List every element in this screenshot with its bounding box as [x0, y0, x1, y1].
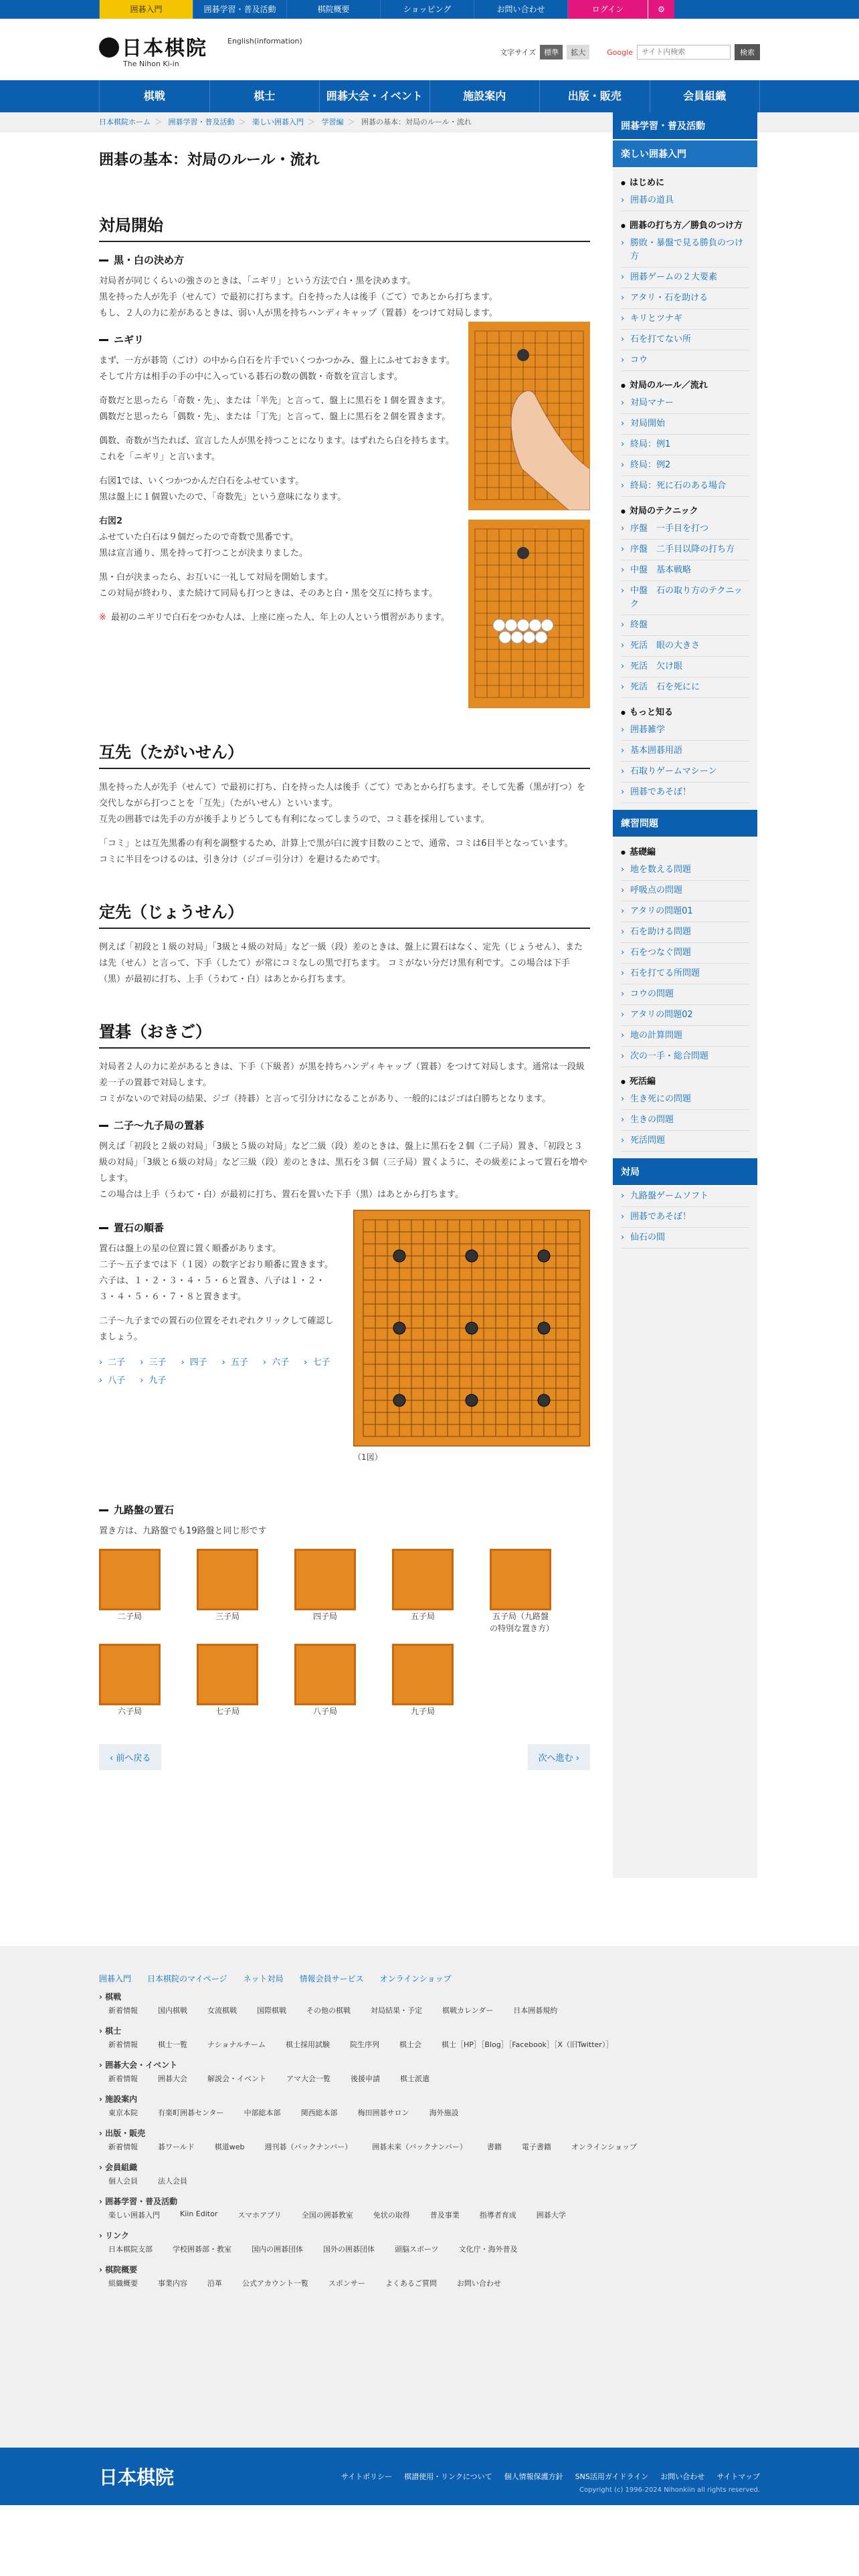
- footer-section: [99, 2195, 760, 2220]
- footer-link[interactable]: 頭脳スポーツ: [395, 2245, 439, 2254]
- sidebar-item[interactable]: › 仙石の間: [621, 1228, 749, 1249]
- footer-section: [99, 2093, 760, 2118]
- gnav-facilities[interactable]: 施設案内: [430, 80, 540, 112]
- link-5stones[interactable]: › 五子: [222, 1355, 248, 1368]
- footer-link[interactable]: 碁ワールド: [158, 2143, 195, 2151]
- footer-logo[interactable]: 日本棋院: [99, 2466, 175, 2488]
- sidebar-item[interactable]: › 勝敗・暴盤で見る勝負のつけ方: [621, 233, 749, 267]
- footer-link[interactable]: 楽しい囲碁入門: [108, 2211, 160, 2220]
- footer-bottom-link[interactable]: お問い合わせ: [660, 2472, 705, 2481]
- link-7stones[interactable]: › 七子: [304, 1355, 330, 1368]
- footer-section: [99, 2025, 760, 2050]
- footer-link[interactable]: 普及事業: [430, 2211, 460, 2220]
- footer-link[interactable]: 棋士［HP］［Blog］［Facebook］［X（旧Twitter）］: [442, 2040, 613, 2049]
- footer-link[interactable]: 中部総本部: [244, 2109, 281, 2117]
- section-tagaisen: 互先（たがいせん）: [99, 739, 590, 769]
- footer-link[interactable]: 国際棋戦: [257, 2006, 286, 2015]
- site-logo[interactable]: 日本棋院 The Nihon Ki-in: [99, 31, 207, 68]
- footer-bottom-link[interactable]: サイトポリシー: [341, 2472, 393, 2481]
- copyright: Copyright (c) 1996-2024 Nihonkiin all rights reserved.: [579, 2486, 760, 2494]
- topbar-contact[interactable]: お問い合わせ: [474, 0, 567, 19]
- footer-link[interactable]: 棋士派遣: [400, 2074, 430, 2083]
- sidebar-item[interactable]: › 終局：死に石のある場合: [621, 476, 749, 497]
- footer-link[interactable]: オンラインショップ: [571, 2143, 638, 2151]
- footer-link[interactable]: 関西総本部: [300, 2109, 338, 2117]
- font-large-button[interactable]: 拡大: [567, 45, 589, 60]
- site-footer: [0, 1946, 859, 2448]
- sidebar-item[interactable]: › 九路盤ゲームソフト: [621, 1186, 749, 1207]
- figure-caption: （1図）: [353, 1453, 383, 1462]
- sidebar-item[interactable]: › 死活問題: [621, 1131, 749, 1152]
- footer-link[interactable]: 囲碁大学: [536, 2211, 566, 2220]
- footer-bottom-link[interactable]: サイトマップ: [717, 2472, 760, 2481]
- main-content: 囲碁の基本：対局のルール・流れ 対局開始 黒・白の決め方 対局者が同じくらいの強さのときは、「ニギリ」という方法で白・黒を決めます。 黒を持った人が先手（せんて）で最初に打ちます。白を持った人は後手（ごて）であとから打ちます。 もし、２人の力に差があるときは、弱い人が黒を持ちハンディキャップ（置碁）をつけて対局します。 ニギリ まず、一方が碁笥（ごけ）の中から白石を片手でいくつかつかみ、盤上にふせておきます。 そして片方は相手の手の中に入っている碁石の数の偶数・奇数を宣言します。 奇数だと思ったら「奇数・先」、または「半先」と言って、盤上に黒石を１個を置きます。 偶数だと思ったら「偶数・先」、または「丁先」と言って、盤上に黒石を２個を置きます。 偶数、奇数が当たれば、宣言した人が黒を持つことになります。はずれたら白を持ちます。 これを「ニギリ」と言います。 右図1では、いくつかつかんだ白石をふせています。 黒は盤上に１個置いたので、「奇数先」という意味になります。 右図2 ふせていた白石は９個だったので奇数で黒番です。 黒は宣言通り、黒を持って打つことが決まりました。 黒・白が決まったら、お互いに一礼して対局を開始します。 この対局が終わり、また続けて同局も打つときは、そのあと白・黒を交互に持ちます。 ※ 最初のニギリで白石をつかむ人は、上座に座った人、年上の人という慣習があります。 互先（たがいせん） 黒を持った人が先手（せんて）で最初に打ち、白を持った人は後手（ごて）であとから打ちます。そして先番（黒が打つ）を交代しながら打つことを「互先」（たがいせん）といいます。 互先の囲碁では先手の方が後手よりどうしても有利になってしまうので、コミ碁を採用しています。 「コミ」とは互先黒番の有利を調整するため、計算上で黒が白に渡す目数のことで、通常、コミは6目半となっています。 コミに半目をつけるのは、引き分け（ジゴ＝引分け）を避けるためです。 定先（じょうせん） 例えば「初段と１級の対局」「3級と４級の対局」など一級（段）差のときは、盤上に置石はなく、定先（じょうせん）、または先（せん）と言って、下手（したて）が常にコミなしの黒で打ちます。 コミがない分だけ黒有利です。この場合は下手（黒）が最初に打ち、上手（うわて・白）はあとから打ちます。 置碁（おきご） 対局者２人の力に差があるときは、下手（下級者）が黒を持ちハンディキャップ（置碁）をつけて対局します。通常は一段級差一子の置碁で対局します。 コミがないので対局の結果、ジゴ（持碁）と言って引分けになることがあり、一般的にはジゴは白勝ちとなります。 二子〜九子局の置碁 例えば「初段と２級の対局」「3級と５級の対局」など二級（段）差のときは、盤上に黒石を２個（二子局）置き、「初段と３級の対局」「3級と６級の対局」など三級（段）差のときは、黒石を３個（三子局）置くように、その級差によって置石を増やします。 この場合は上手（うわて・白）が最初に打ち、置石を置いた下手（黒）はあとから打ちます。 置石の順番 置石は盤上の星の位置に置く順番があります。 二子〜五子までは下（１図）の数字どおり順番に置きます。 六子は、１・２・３・４・５・６と置き、八子は１・２・３・４・５・６・７・８と置きます。 二子〜九子までの置石の位置をそれぞれクリックして確認しましょう。 › 二子 › 三子 › 四子 › 五子 › 六子 › 七子 › 八子 › 九子 （1図） 九路盤の置石 置き方は、九路盤でも19路盤と同じ形です 二子局 三子局 四子局 五子局 五子局（九路盤の特別な置き方） 六子局 七子局 八子局 九子局 ‹ 前へ戻る 次へ進む ›: [99, 132, 590, 1878]
- nine-board-9[interactable]: 九子局: [392, 1644, 454, 1717]
- page-title: 囲碁の基本：対局のルール・流れ: [99, 152, 320, 169]
- sidebar-item[interactable]: › 中盤 基本戦略: [621, 560, 749, 581]
- footer-link[interactable]: 法人会員: [158, 2177, 187, 2185]
- subhead-nigiri: ニギリ: [99, 332, 455, 346]
- footer-link[interactable]: 新着情報: [108, 2040, 138, 2049]
- handicap-links: [99, 1355, 340, 1386]
- section-okigo: 置碁（おきご）: [99, 1018, 590, 1049]
- english-link[interactable]: English(information): [227, 36, 302, 45]
- sidebar: 囲碁学習・普及活動 楽しい囲碁入門 ● はじめに › 囲碁の道具 ● 囲碁の打ち方／勝負のつけ方 › 勝敗・暴盤で見る勝負のつけ方 › 囲碁ゲームの２大要素 › アタリ・石を助ける › キリとツナギ › 石を打てない所 › コウ ● 対局のルール／流れ › 対局マナー › 対局開始 › 終局：例1 › 終局：例2 › 終局：死に石のある場合 ● 対局のテクニック › 序盤 一手目を打つ › 序盤 二手目以降の打ち方 › 中盤 基本戦略 › 中盤 石の取り方のテクニック › 終盤 › 死活 眼の大きさ › 死活 欠け眼 › 死活 石を死にに ● もっと知る › 囲碁雑学 › 基本囲碁用語 › 石取りゲームマシーン › 囲碁であそぼ！ 練習問題 ● 基礎編 › 地を数える問題 › 呼吸点の問題 › アタリの問題01 › 石を助ける問題 › 石をつなぐ問題 › 石を打てる所問題 › コウの問題 › アタリの問題02 › 地の計算問題 › 次の一手・総合問題 ● 死活編 › 生き死にの問題 › 生きの問題 › 死活問題 対局 › 九路盤ゲームソフト › 囲碁であそぼ！ › 仙石の間: [613, 112, 757, 1878]
- sidebar-item[interactable]: › キリとツナギ: [621, 309, 749, 330]
- link-6stones[interactable]: › 六子: [263, 1355, 289, 1368]
- footer-link[interactable]: 免状の取得: [373, 2211, 410, 2220]
- footer-link[interactable]: 組織概要: [108, 2279, 138, 2288]
- sidebar-item[interactable]: › コウ: [621, 350, 749, 371]
- sidebar-item[interactable]: › 石取りゲームマシーン: [621, 762, 749, 782]
- link-8stones[interactable]: › 八子: [99, 1373, 125, 1386]
- footer-link[interactable]: スマホアプリ: [237, 2211, 282, 2220]
- footer-link[interactable]: 日本棋院支部: [108, 2245, 153, 2254]
- footer-section-title[interactable]: › 施設案内: [99, 2093, 760, 2105]
- font-size-label: 文字サイズ: [500, 48, 537, 57]
- footer-link[interactable]: 有楽町囲碁センター: [158, 2109, 224, 2117]
- footer-link[interactable]: 沿革: [207, 2279, 222, 2288]
- footer-link[interactable]: 新着情報: [108, 2006, 138, 2015]
- footer-section: [99, 2264, 760, 2288]
- sidebar-item[interactable]: › 地を数える問題: [621, 860, 749, 881]
- sidebar-item[interactable]: › 終盤: [621, 615, 749, 636]
- crumb-intro[interactable]: 楽しい囲碁入門: [252, 118, 304, 126]
- topbar-intro[interactable]: 囲碁入門: [99, 0, 193, 19]
- section-start: 対局開始: [99, 212, 590, 242]
- footer-link[interactable]: 対局結果・予定: [371, 2006, 422, 2015]
- sidebar-item[interactable]: › 死活 欠け眼: [621, 657, 749, 677]
- footer-link[interactable]: ナショナルチーム: [207, 2040, 266, 2049]
- sidebar-item[interactable]: › 囲碁であそぼ！: [621, 782, 749, 803]
- topbar-shopping[interactable]: ショッピング: [380, 0, 474, 19]
- footer-link[interactable]: 棋士採用試験: [286, 2040, 330, 2049]
- crumb-study[interactable]: 学習編: [321, 118, 344, 126]
- footer-link[interactable]: 文化庁・海外普及: [458, 2245, 518, 2254]
- footer-section: [99, 2230, 760, 2254]
- sidebar-item[interactable]: › 呼吸点の問題: [621, 881, 749, 901]
- sidebar-item[interactable]: › 対局マナー: [621, 393, 749, 414]
- link-4stones[interactable]: › 四子: [181, 1355, 207, 1368]
- footer-link[interactable]: スポンサー: [328, 2279, 365, 2288]
- footer-section-title[interactable]: › 出版・販売: [99, 2127, 760, 2139]
- section-josen: 定先（じょうせん）: [99, 899, 590, 929]
- crumb-learning[interactable]: 囲碁学習・普及活動: [168, 118, 235, 126]
- footer-link[interactable]: 後援申請: [351, 2074, 380, 2083]
- subhead-color: 黒・白の決め方: [99, 253, 590, 267]
- footer-link[interactable]: 院生序列: [350, 2040, 380, 2049]
- gnav-kishi[interactable]: 棋士: [209, 80, 320, 112]
- next-button[interactable]: 次へ進む ›: [528, 1744, 590, 1770]
- footer-link[interactable]: 囲碁入門: [99, 1974, 132, 1983]
- footer-link[interactable]: 国外の囲碁団体: [323, 2245, 375, 2254]
- footer-link[interactable]: 国内棋戦: [158, 2006, 187, 2015]
- sidebar-item[interactable]: › アタリの問題01: [621, 901, 749, 922]
- footer-link[interactable]: 個人会員: [108, 2177, 138, 2185]
- footer-bottom-link[interactable]: 棋譜使用・リンクについて: [404, 2472, 492, 2481]
- sidebar-item[interactable]: › 序盤 二手目以降の打ち方: [621, 540, 749, 560]
- footer-bottom-link[interactable]: SNS活用ガイドライン: [575, 2472, 649, 2481]
- nine-board-5-special[interactable]: 五子局（九路盤の特別な置き方）: [490, 1549, 551, 1634]
- sidebar-item[interactable]: › 生き死にの問題: [621, 1089, 749, 1110]
- sidebar-item[interactable]: › 生きの問題: [621, 1110, 749, 1131]
- footer-link[interactable]: 新着情報: [108, 2143, 138, 2151]
- footer-link[interactable]: 棋戦カレンダー: [442, 2006, 494, 2015]
- gnav-events[interactable]: 囲碁大会・イベント: [319, 80, 430, 112]
- footer-section-title[interactable]: › 棋院概要: [99, 2264, 760, 2275]
- footer-link[interactable]: 新着情報: [108, 2074, 138, 2083]
- footer-link[interactable]: 棋士会: [399, 2040, 422, 2049]
- footer-section-title[interactable]: › 囲碁学習・普及活動: [99, 2195, 760, 2207]
- nine-board-3[interactable]: 三子局: [197, 1549, 258, 1634]
- footer-link[interactable]: 東京本院: [108, 2109, 138, 2117]
- sidebar-item[interactable]: › 囲碁の道具: [621, 191, 749, 211]
- sidebar-item[interactable]: › 石をつなぐ問題: [621, 943, 749, 964]
- footer-link[interactable]: 情報会員サービス: [299, 1974, 364, 1983]
- footer-link[interactable]: アマ大会一覧: [286, 2074, 330, 2083]
- footer-link[interactable]: お問い合わせ: [456, 2279, 501, 2288]
- sidebar-item[interactable]: › 対局開始: [621, 414, 749, 435]
- footer-bottom-link[interactable]: 個人情報保護方針: [504, 2472, 563, 2481]
- sidebar-item[interactable]: › 終局：例2: [621, 455, 749, 476]
- logo-mark-icon: [99, 37, 119, 58]
- footer-link[interactable]: ネット対局: [243, 1974, 284, 1983]
- footer-link[interactable]: 女流棋戦: [207, 2006, 237, 2015]
- nine-board-2[interactable]: 二子局: [99, 1549, 161, 1634]
- subhead-9x9: 九路盤の置石: [99, 1503, 590, 1517]
- sidebar-item[interactable]: › 石を助ける問題: [621, 922, 749, 943]
- footer-section: [99, 2059, 760, 2084]
- footer-section: [99, 2161, 760, 2186]
- footer-link[interactable]: 全国の囲碁教室: [301, 2211, 353, 2220]
- sidebar-item[interactable]: › 基本囲碁用語: [621, 741, 749, 762]
- footer-link[interactable]: 公式アカウント一覧: [242, 2279, 308, 2288]
- sidebar-item[interactable]: › 死活 眼の大きさ: [621, 636, 749, 657]
- sidebar-item[interactable]: › 中盤 石の取り方のテクニック: [621, 581, 749, 615]
- sidebar-item[interactable]: › 序盤 一手目を打つ: [621, 519, 749, 540]
- footer-link[interactable]: よくあるご質問: [385, 2279, 437, 2288]
- sidebar-head-practice[interactable]: 練習問題: [613, 810, 757, 838]
- board-19x19-figure: [353, 1210, 590, 1446]
- footer-link[interactable]: 事業内容: [158, 2279, 187, 2288]
- sidebar-head-learning[interactable]: 囲碁学習・普及活動: [613, 112, 757, 140]
- topbar-about[interactable]: 棋院概要: [286, 0, 380, 19]
- sidebar-item[interactable]: › 囲碁ゲームの２大要素: [621, 267, 749, 288]
- sidebar-item[interactable]: › アタリの問題02: [621, 1005, 749, 1026]
- footer-link[interactable]: 海外施設: [429, 2109, 459, 2117]
- footer-section-title[interactable]: › 棋士: [99, 2025, 760, 2036]
- sidebar-item[interactable]: › 石を打てる所問題: [621, 964, 749, 984]
- topbar-login[interactable]: ログイン: [567, 0, 648, 19]
- footer-link[interactable]: 電子書籍: [521, 2143, 551, 2151]
- nine-board-grid: [99, 1549, 590, 1717]
- footer-link[interactable]: 囲碁大会: [158, 2074, 187, 2083]
- footer-section-title[interactable]: › リンク: [99, 2230, 760, 2241]
- prev-button[interactable]: ‹ 前へ戻る: [99, 1744, 161, 1770]
- footer-section: [99, 1991, 760, 2016]
- subhead-handicap: 二子〜九子局の置碁: [99, 1118, 590, 1132]
- sidebar-item[interactable]: › 囲碁であそぼ！: [621, 1207, 749, 1228]
- gnav-kisen[interactable]: 棋戦: [99, 80, 209, 112]
- top-bar: [0, 0, 859, 19]
- search-button[interactable]: 検索: [735, 44, 760, 60]
- nine-board-8[interactable]: 八子局: [294, 1644, 356, 1717]
- gnav-membership[interactable]: 会員組織: [650, 80, 761, 112]
- footer-link[interactable]: 棋道web: [214, 2143, 245, 2151]
- search-input[interactable]: [637, 45, 731, 60]
- sidebar-item[interactable]: › 石を打てない所: [621, 330, 749, 350]
- google-logo: Google: [607, 47, 633, 57]
- footer-link[interactable]: 梅田囲碁サロン: [357, 2109, 409, 2117]
- nine-board-6[interactable]: 六子局: [99, 1644, 161, 1717]
- sidebar-item[interactable]: › コウの問題: [621, 984, 749, 1005]
- global-nav: [0, 80, 859, 112]
- footer-link[interactable]: 囲碁未来（バックナンバー）: [372, 2143, 467, 2151]
- footer-link[interactable]: 解説会・イベント: [207, 2074, 266, 2083]
- sidebar-item[interactable]: › 終局：例1: [621, 435, 749, 455]
- footer-link[interactable]: その他の棋戦: [306, 2006, 351, 2015]
- footer-link[interactable]: オンラインショップ: [379, 1974, 452, 1983]
- link-2stones[interactable]: › 二子: [99, 1355, 125, 1368]
- sidebar-head-play[interactable]: 対局: [613, 1158, 757, 1186]
- crumb-home[interactable]: 日本棋院ホーム: [99, 118, 151, 126]
- footer-section-title[interactable]: › 棋戦: [99, 1991, 760, 2002]
- footer-section-title[interactable]: › 会員組織: [99, 2161, 760, 2173]
- sidebar-item[interactable]: › アタリ・石を助ける: [621, 288, 749, 309]
- link-3stones[interactable]: › 三子: [140, 1355, 166, 1368]
- font-standard-button[interactable]: 標準: [540, 45, 563, 60]
- footer-section-title[interactable]: › 囲碁大会・イベント: [99, 2059, 760, 2070]
- sidebar-head-intro[interactable]: 楽しい囲碁入門: [613, 140, 757, 169]
- sidebar-item[interactable]: › 次の一手・総合問題: [621, 1047, 749, 1067]
- sidebar-item[interactable]: › 地の計算問題: [621, 1026, 749, 1047]
- footer-bottom-bar: [0, 2448, 859, 2505]
- gnav-publishing[interactable]: 出版・販売: [539, 80, 650, 112]
- crumb-current: 囲碁の基本：対局のルール・流れ: [361, 118, 472, 126]
- topbar-learning[interactable]: 囲碁学習・普及活動: [193, 0, 286, 19]
- site-header: [0, 19, 859, 80]
- nine-board-7[interactable]: 七子局: [197, 1644, 258, 1717]
- gear-icon[interactable]: ⚙: [648, 0, 674, 19]
- footer-section: [99, 2127, 760, 2152]
- footer-link[interactable]: 学校囲碁部・教室: [173, 2245, 231, 2254]
- sidebar-item[interactable]: › 死活 石を死にに: [621, 677, 749, 698]
- nigiri-figure-2: [468, 520, 590, 708]
- footer-link[interactable]: 指導者育成: [479, 2211, 516, 2220]
- footer-link[interactable]: 国内の囲碁団体: [252, 2245, 303, 2254]
- footer-link[interactable]: 日本囲碁規約: [513, 2006, 558, 2015]
- footer-link[interactable]: Kiin Editor: [180, 2210, 218, 2218]
- sidebar-item[interactable]: › 囲碁雑学: [621, 720, 749, 741]
- footer-link[interactable]: 書籍: [486, 2143, 502, 2151]
- footer-link[interactable]: 日本棋院のマイページ: [147, 1974, 227, 1983]
- subhead-order: 置石の順番: [99, 1220, 340, 1235]
- breadcrumb: 日本棋院ホーム ＞ 囲碁学習・普及活動 ＞ 楽しい囲碁入門 ＞ 学習編 ＞ 囲碁の基本：対局のルール・流れ: [0, 112, 859, 132]
- footer-link[interactable]: 週刊碁（バックナンバー）: [264, 2143, 353, 2151]
- nigiri-figure-1: [468, 322, 590, 510]
- link-9stones[interactable]: › 九子: [140, 1373, 166, 1386]
- footer-link[interactable]: 棋士一覧: [158, 2040, 187, 2049]
- nine-board-4[interactable]: 四子局: [294, 1549, 356, 1634]
- nine-board-5[interactable]: 五子局: [392, 1549, 454, 1634]
